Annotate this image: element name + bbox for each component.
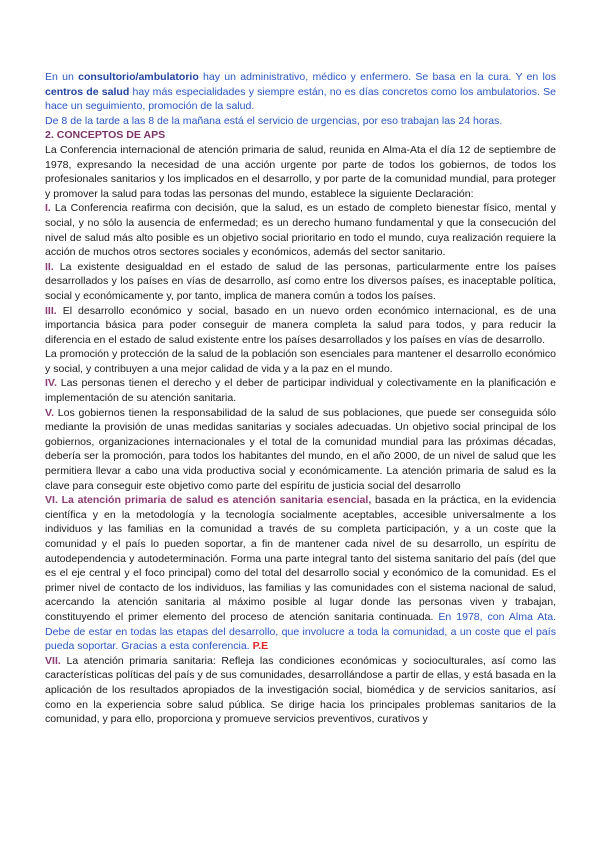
point-v-number: V. xyxy=(45,406,54,419)
intro-text-e: hay más especialidades y siempre están, no es días concretos como los ambulatorios. Se hace un seguimiento, promoción de la salud. xyxy=(45,85,556,113)
centros-salud-term: centros de salud xyxy=(45,85,130,98)
point-vi-lead: VI. La atención primaria de salud es atención sanitaria esencial, xyxy=(45,494,372,507)
point-iv xyxy=(45,376,556,405)
point-iv-number: IV. xyxy=(45,377,57,390)
point-vi xyxy=(45,493,556,654)
point-iii-extra: La promoción y protección de la salud de la población son esenciales para mantener el desarrollo económico y social, y contribuyen a una mejor calidad de vida y a la paz en el mundo. xyxy=(45,348,556,375)
point-iii-number: III. xyxy=(45,304,57,317)
declaration-intro: La Conferencia internacional de atención primaria de salud, reunida en Alma-Ata el día 12 de septiembre de 1978, expresando la necesidad de una acción urgente por parte de todos los gobiernos, de todos los profesionales sanitarios y los implicados en el desarrollo, y por parte de la comunidad mundial, para proteger y promover la salud para todas las personas del mundo, establece la siguiente Declaración: xyxy=(45,143,556,200)
point-i-number: I. xyxy=(45,202,51,215)
intro-text-a: En un xyxy=(45,71,79,83)
point-v xyxy=(45,406,556,494)
pe-tag: P.E xyxy=(252,640,269,653)
point-v-text: Los gobiernos tienen la responsabilidad de la salud de sus poblaciones, que puede ser conseguida sólo mediante la provisión de unas medidas sanitarias y sociales adecuadas. Un objetivo social principal de los gobiernos, organizaciones internacionales y el total de la comunidad mundial para las próximas décadas, debería ser la promoción, para todos los habitantes del mundo, en el año 2000, de un nivel de salud que les permitiera llevar a cabo una vida productiva social y económicamente. La atención primaria de salud es la clave para conseguir este objetivo como parte del espíritu de justicia social del desarrollo xyxy=(45,406,556,492)
point-vii-number: VII. xyxy=(45,654,61,667)
consultorio-term: consultorio/ambulatorio xyxy=(78,71,199,83)
point-vii-text: La atención primaria sanitaria: Refleja las condiciones económicas y socioculturales, así como las características políticas del país y de sus comunidades, desarrollándose a partir de ellas, y está basada en la aplicación de los resultados apropiados de la investigación social, biomédica y de servicios sanitarios, así como en la experiencia sobre salud pública. Se dirige hacia los principales problemas sanitarios de la comunidad, y para ello, proporciona y promueve servicios preventivos, curativos y xyxy=(45,654,556,726)
point-i xyxy=(45,201,556,259)
point-ii-text: La existente desigualdad en el estado de salud de las personas, particularmente entre los países desarrollados y los países en vías de desarrollo, así como entre los diversos países, es inaceptable política, social y económicamente y, por tanto, implica de manera común a todos los países. xyxy=(45,260,556,302)
point-ii-number: II. xyxy=(45,260,54,273)
urgencias-note: De 8 de la tarde a las 8 de la mañana está el servicio de urgencias, por eso trabajan las 24 horas. xyxy=(45,114,503,127)
point-vi-note: En 1978, con Alma Ata. Debe de estar en todas las etapas del desarrollo, que involucre a toda la comunidad, a un coste que el país pueda soportar. Gracias a esta conferencia. xyxy=(45,610,556,653)
point-vii xyxy=(45,654,556,727)
document-page xyxy=(45,70,556,727)
point-iii-text: El desarrollo económico y social, basado en un nuevo orden económico internacional, es de una importancia básica para poder conseguir de manera completa la salud para todos, y para reducir la diferencia en el estado de salud existente entre los países desarrollados y los países en vías de desarrollo. xyxy=(45,304,556,346)
point-iv-text: Las personas tienen el derecho y el deber de participar individual y colectivamente en la planificación e implementación de su atención sanitaria. xyxy=(45,377,556,405)
section-heading: 2. CONCEPTOS DE APS xyxy=(45,129,166,142)
point-ii xyxy=(45,260,556,304)
intro-paragraph xyxy=(45,70,556,114)
intro-text-c: hay un administrativo, médico y enfermero. Se basa en la cura. Y en los xyxy=(198,71,556,83)
point-iii xyxy=(45,304,556,348)
point-vi-text: basada en la práctica, en la evidencia científica y en la metodología y la tecnología socialmente aceptables, accesible universalmente a los individuos y las familias en la comunidad a través de su completa participación, y a un coste que la comunidad y el país lo pueden soportar, a fin de mantener cada nivel de su desarrollo, un espíritu de autodependencia y autodeterminación. Forma una parte integral tanto del sistema sanitario del país (del que es el eje central y el foco principal) como del total del desarrollo social y económico de la comunidad. Es el primer nivel de contacto de los individuos, las familias y las comunidades con el sistema nacional de salud, acercando la atención sanitaria al máximo posible al lugar donde las personas viven y trabajan, constituyendo el primer elemento del proceso de atención sanitaria continuada. xyxy=(45,494,556,623)
point-i-text: La Conferencia reafirma con decisión, que la salud, es un estado de completo bienestar físico, mental y social, y no sólo la ausencia de enfermedad; es un derecho humano fundamental y que la consecución del nivel de salud más alto posible es un objetivo social prioritario en todo el mundo, cuya realización requiere la acción de muchos otros sectores sociales y económicos, además del sector sanitario. xyxy=(45,202,556,259)
